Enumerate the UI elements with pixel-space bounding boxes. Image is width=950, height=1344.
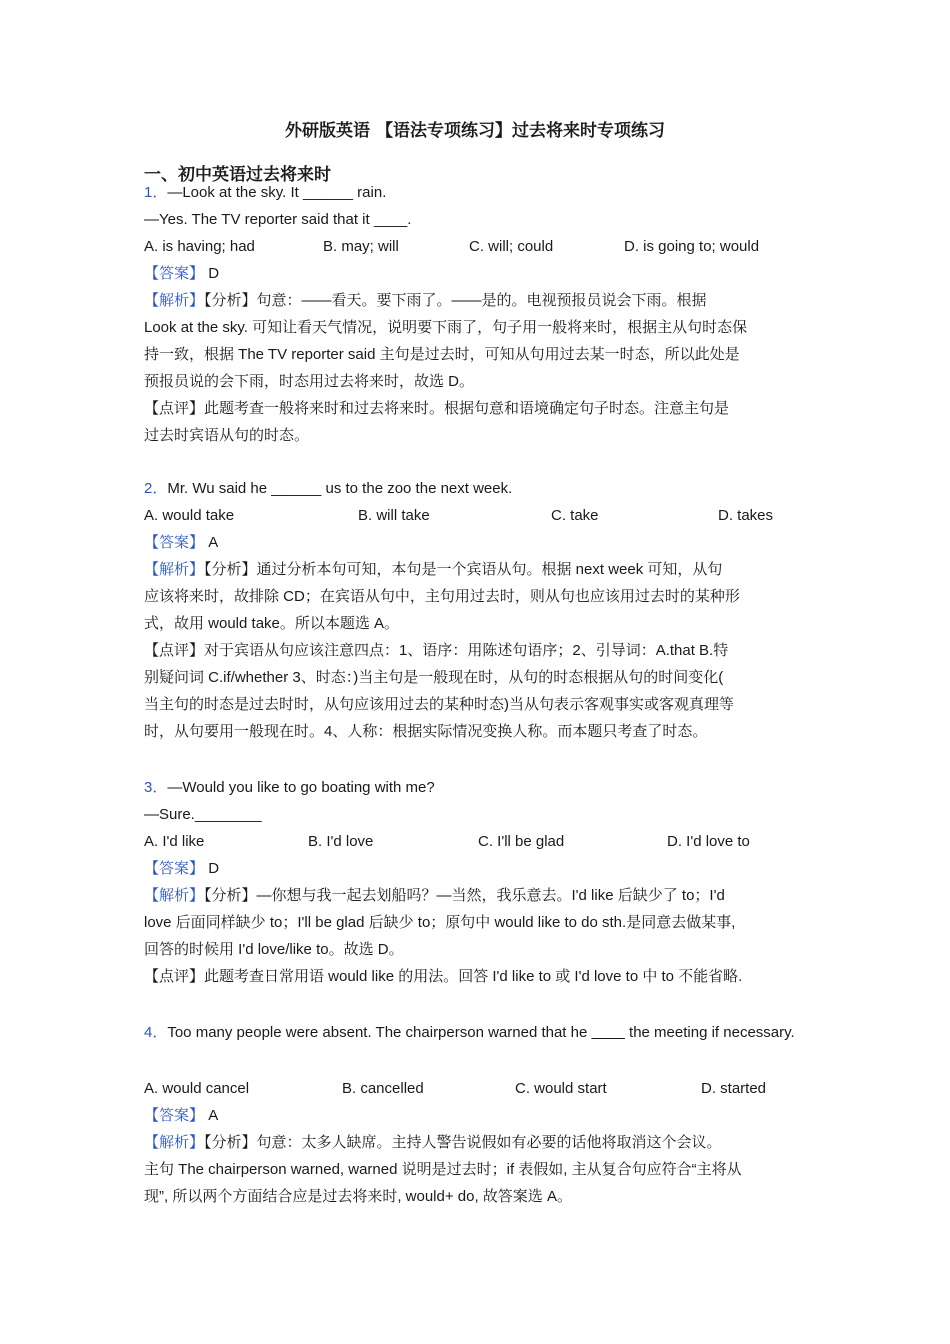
question-number: 4． bbox=[144, 1024, 168, 1041]
question-3 bbox=[144, 774, 808, 990]
analysis-tag: 【解析】 bbox=[144, 560, 205, 578]
answer-line bbox=[144, 1102, 808, 1129]
comment-line: 当主句的时态是过去时时，从句应该用过去的某种时态)当从句表示客观事实或客观真理等 bbox=[144, 696, 734, 713]
question-text: —Look at the sky. It ______ rain. bbox=[167, 184, 387, 201]
spacer bbox=[144, 990, 808, 1019]
option-b: B. I'd love bbox=[308, 833, 374, 850]
question-number: 3． bbox=[144, 779, 168, 796]
question-2 bbox=[144, 475, 808, 745]
question-1 bbox=[144, 179, 808, 449]
option-a: A. would cancel bbox=[144, 1080, 250, 1097]
analysis-line: 预报员说的会下雨，时态用过去将来时，故选 D。 bbox=[144, 373, 475, 390]
answer-value: D bbox=[208, 265, 220, 282]
analysis-line: love 后面同样缺少 to；I'll be glad 后缺少 to；原句中 would like to do sth.是同意去做某事, bbox=[144, 914, 736, 931]
question-stem bbox=[144, 179, 808, 206]
comment-line: 【点评】对于宾语从句应该注意四点：1、语序：用陈述句语序；2、引导词：A.that B.特 bbox=[144, 642, 729, 659]
question-line: —Yes. The TV reporter said that it ____. bbox=[144, 211, 412, 228]
options-row bbox=[144, 233, 808, 260]
option-a: A. is having; had bbox=[144, 238, 255, 255]
answer-line bbox=[144, 260, 808, 287]
comment-line: 时，从句要用一般现在时。4、人称：根据实际情况变换人称。而本题只考查了时态。 bbox=[144, 723, 708, 740]
option-d: D. I'd love to bbox=[667, 833, 750, 850]
analysis-text: 【分析】句意：——看天。要下雨了。——是的。电视预报员说会下雨。根据 bbox=[204, 292, 707, 309]
analysis-line: 主句 The chairperson warned, warned 说明是过去时；if 表假如, 主从复合句应符合“主将从 bbox=[144, 1161, 742, 1178]
spacer bbox=[144, 449, 808, 475]
answer-tag: 【答案】 bbox=[144, 1106, 205, 1124]
comment-line: 【点评】此题考查一般将来时和过去将来时。根据句意和语境确定句子时态。注意主句是 bbox=[144, 400, 730, 417]
question-text-end: the meeting if necessary. bbox=[624, 1024, 795, 1041]
answer-value: D bbox=[208, 860, 220, 877]
analysis-line: 应该将来时，故排除 CD；在宾语从句中，主句用过去时，则从句也应该用过去时的某种形 bbox=[144, 588, 740, 605]
section-heading: 一、初中英语过去将来时 bbox=[144, 165, 331, 185]
option-c: C. will; could bbox=[469, 238, 554, 255]
comment-line: 过去时宾语从句的时态。 bbox=[144, 427, 310, 444]
analysis-line bbox=[144, 882, 808, 909]
answer-tag: 【答案】 bbox=[144, 264, 205, 282]
analysis-line: 持一致，根据 The TV reporter said 主句是过去时，可知从句用过去某一时态，所以此处是 bbox=[144, 346, 740, 363]
question-list bbox=[144, 179, 808, 1210]
question-text: Mr. Wu said he ______ us to the zoo the next week. bbox=[167, 480, 513, 497]
answer-line bbox=[144, 855, 808, 882]
question-blank: ____ bbox=[591, 1024, 625, 1041]
analysis-text: 【分析】—你想与我一起去划船吗？—当然，我乐意去。I'd like 后缺少了 to；I'd bbox=[204, 887, 725, 904]
page-title: 外研版英语 【语法专项练习】过去将来时专项练习 bbox=[285, 121, 665, 141]
analysis-line bbox=[144, 1129, 808, 1156]
question-line: —Sure.________ bbox=[144, 806, 262, 823]
spacer bbox=[144, 1046, 808, 1075]
answer-value: A bbox=[208, 534, 219, 551]
answer-line bbox=[144, 529, 808, 556]
option-d: D. started bbox=[701, 1080, 767, 1097]
option-c: C. I'll be glad bbox=[478, 833, 565, 850]
analysis-tag: 【解析】 bbox=[144, 291, 205, 309]
analysis-line bbox=[144, 556, 808, 583]
question-4 bbox=[144, 1019, 808, 1210]
answer-tag: 【答案】 bbox=[144, 859, 205, 877]
option-c: C. would start bbox=[515, 1080, 607, 1097]
option-d: D. takes bbox=[718, 507, 774, 524]
comment-line: 【点评】此题考查日常用语 would like 的用法。回答 I'd like to 或 I'd love to 中 to 不能省略. bbox=[144, 968, 743, 985]
question-number: 2． bbox=[144, 480, 168, 497]
question-number: 1． bbox=[144, 184, 168, 201]
answer-value: A bbox=[208, 1107, 219, 1124]
analysis-line bbox=[144, 287, 808, 314]
question-stem bbox=[144, 774, 808, 801]
option-b: B. may; will bbox=[323, 238, 399, 255]
question-text: —Would you like to go boating with me? bbox=[167, 779, 435, 796]
question-text: Too many people were absent. The chairperson warned that he bbox=[167, 1024, 592, 1041]
analysis-tag: 【解析】 bbox=[144, 1133, 205, 1151]
analysis-line: Look at the sky. 可知让看天气情况，说明要下雨了，句子用一般将来时，根据主从句时态保 bbox=[144, 319, 748, 336]
options-row bbox=[144, 828, 808, 855]
option-b: B. will take bbox=[358, 507, 430, 524]
options-row bbox=[144, 1075, 808, 1102]
analysis-text: 【分析】通过分析本句可知，本句是一个宾语从句。根据 next week 可知，从句 bbox=[204, 561, 723, 578]
option-b: B. cancelled bbox=[342, 1080, 424, 1097]
answer-tag: 【答案】 bbox=[144, 533, 205, 551]
option-c: C. take bbox=[551, 507, 599, 524]
analysis-line: 回答的时候用 I'd love/like to。故选 D。 bbox=[144, 941, 404, 958]
analysis-line: 现”, 所以两个方面结合应是过去将来时, would+ do, 故答案选 A。 bbox=[144, 1188, 572, 1205]
analysis-tag: 【解析】 bbox=[144, 886, 205, 904]
question-stem bbox=[144, 1019, 808, 1046]
analysis-line: 式，故用 would take。所以本题选 A。 bbox=[144, 615, 400, 632]
option-a: A. I'd like bbox=[144, 833, 205, 850]
comment-line: 别疑问词 C.if/whether 3、时态：)当主句是一般现在时，从句的时态根据从句的时间变化( bbox=[144, 669, 724, 686]
option-d: D. is going to; would bbox=[624, 238, 760, 255]
options-row bbox=[144, 502, 808, 529]
analysis-text: 【分析】句意：太多人缺席。主持人警告说假如有必要的话他将取消这个会议。 bbox=[204, 1134, 722, 1151]
spacer bbox=[144, 745, 808, 774]
question-stem bbox=[144, 475, 808, 502]
option-a: A. would take bbox=[144, 507, 235, 524]
